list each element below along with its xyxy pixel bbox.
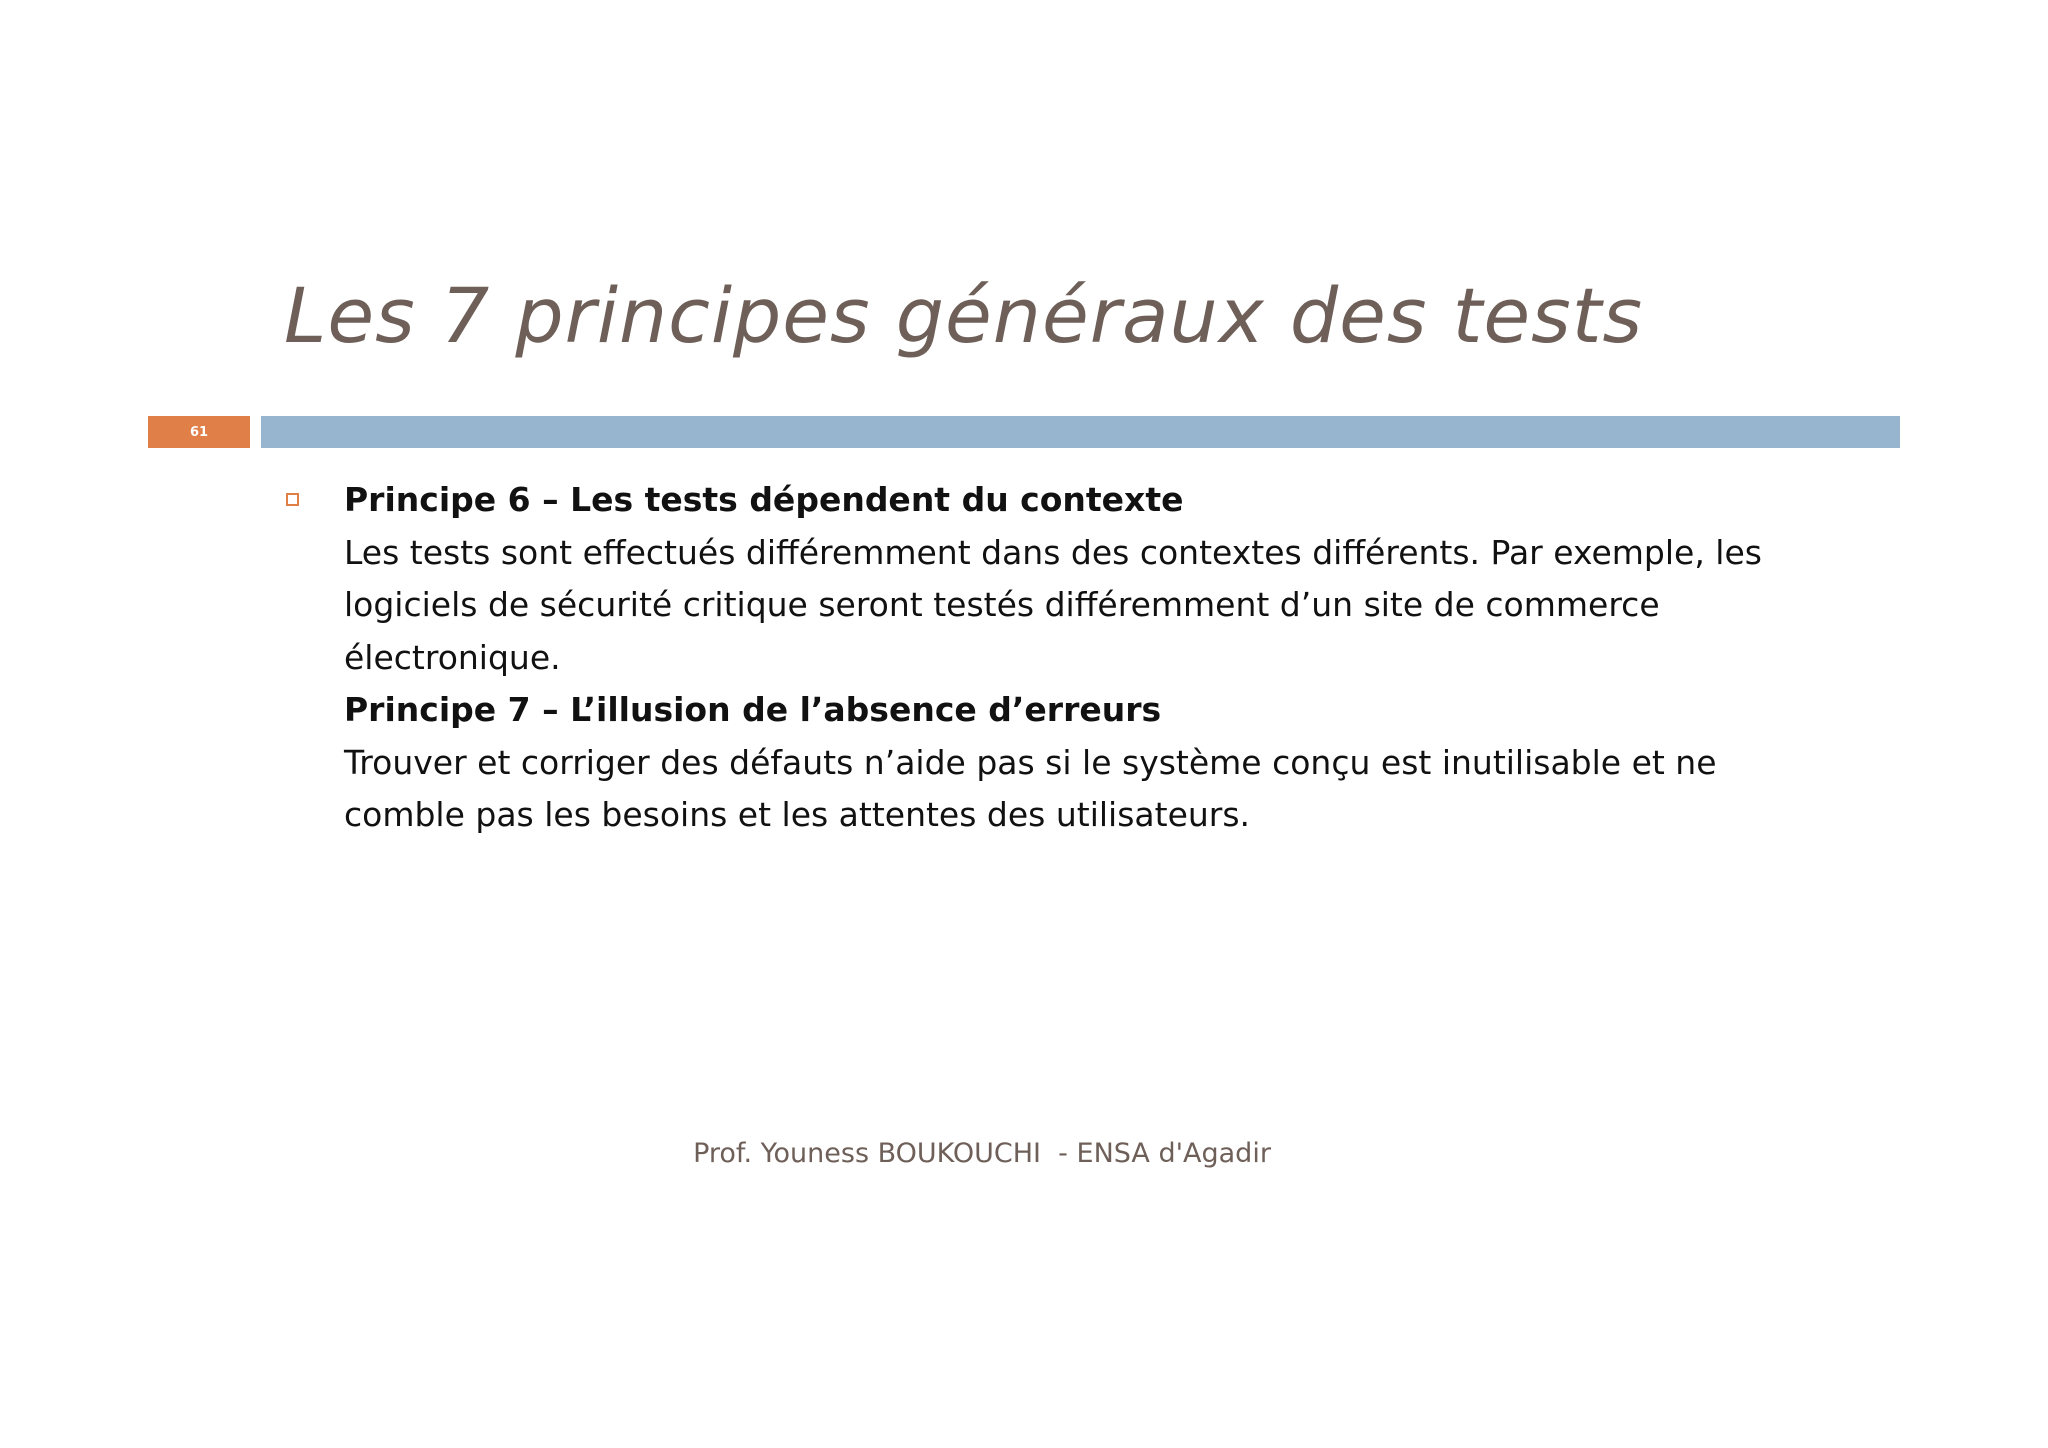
- slide-number-badge: 61: [148, 416, 250, 448]
- principle-6-text: Les tests sont effectués différemment dans des contextes différents. Par exemple, les logiciels de sécurité critique seront testés différemment d’un site de commerce électronique.: [344, 532, 1762, 677]
- slide-body: [344, 474, 1824, 842]
- slide-footer: Prof. Youness BOUKOUCHI - ENSA d'Agadir: [693, 1138, 1271, 1169]
- hollow-square-bullet-icon: [286, 493, 299, 506]
- title-underline-bar: [261, 416, 1900, 448]
- principle-7-heading: Principe 7 – L’illusion de l’absence d’erreurs: [344, 690, 1162, 729]
- principle-6-heading: Principe 6 – Les tests dépendent du contexte: [344, 480, 1184, 519]
- principle-7-text: Trouver et corriger des défauts n’aide pas si le système conçu est inutilisable et ne comble pas les besoins et les attentes des utilisateurs.: [344, 742, 1717, 834]
- slide-title: Les 7 principes généraux des tests: [284, 271, 1644, 360]
